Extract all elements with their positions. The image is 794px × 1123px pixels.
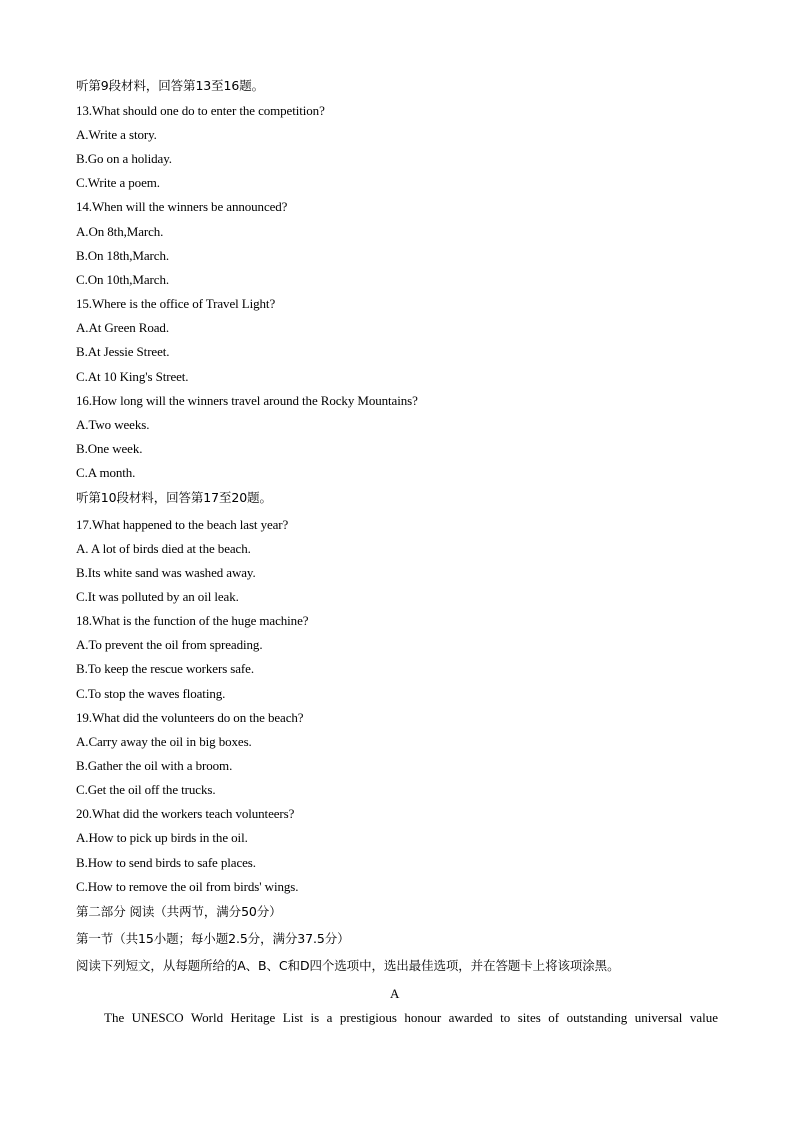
instruction-material-9: 听第9段材料，回答第13至16题。 [76, 78, 265, 93]
option-13a: A.Write a story. [76, 127, 157, 142]
option-14c: C.On 10th,March. [76, 272, 169, 287]
option-20b: B.How to send birds to safe places. [76, 855, 256, 870]
part-two-heading: 第二部分 阅读（共两节，满分50分） [76, 904, 282, 919]
option-13c: C.Write a poem. [76, 175, 160, 190]
question-19: 19.What did the volunteers do on the beach? [76, 710, 304, 725]
instruction-material-10: 听第10段材料，回答第17至20题。 [76, 490, 272, 505]
passage-label: A [390, 986, 400, 1001]
option-15a: A.At Green Road. [76, 320, 169, 335]
question-13: 13.What should one do to enter the competition? [76, 103, 325, 118]
option-14b: B.On 18th,March. [76, 248, 169, 263]
option-16a: A.Two weeks. [76, 417, 150, 432]
question-20: 20.What did the workers teach volunteers? [76, 806, 295, 821]
question-14: 14.When will the winners be announced? [76, 199, 288, 214]
option-15c: C.At 10 King's Street. [76, 369, 189, 384]
option-20c: C.How to remove the oil from birds' wings. [76, 879, 299, 894]
option-17c: C.It was polluted by an oil leak. [76, 589, 239, 604]
option-18a: A.To prevent the oil from spreading. [76, 637, 263, 652]
question-18: 18.What is the function of the huge machine? [76, 613, 309, 628]
passage-paragraph: The UNESCO World Heritage List is a prestigious honour awarded to sites of outstanding universal value [104, 1010, 718, 1025]
option-19a: A.Carry away the oil in big boxes. [76, 734, 252, 749]
option-19c: C.Get the oil off the trucks. [76, 782, 216, 797]
option-18b: B.To keep the rescue workers safe. [76, 661, 254, 676]
option-14a: A.On 8th,March. [76, 224, 164, 239]
option-17a: A. A lot of birds died at the beach. [76, 541, 251, 556]
option-18c: C.To stop the waves floating. [76, 686, 226, 701]
option-19b: B.Gather the oil with a broom. [76, 758, 233, 773]
question-17: 17.What happened to the beach last year? [76, 517, 289, 532]
option-17b: B.Its white sand was washed away. [76, 565, 256, 580]
reading-instructions: 阅读下列短文，从每题所给的A、B、C和D四个选项中，选出最佳选项，并在答题卡上将该项涂黑。 [76, 958, 620, 973]
option-20a: A.How to pick up birds in the oil. [76, 830, 248, 845]
option-15b: B.At Jessie Street. [76, 344, 170, 359]
option-13b: B.Go on a holiday. [76, 151, 172, 166]
option-16c: C.A month. [76, 465, 136, 480]
question-15: 15.Where is the office of Travel Light? [76, 296, 276, 311]
question-16: 16.How long will the winners travel around the Rocky Mountains? [76, 393, 418, 408]
option-16b: B.One week. [76, 441, 143, 456]
section-one-heading: 第一节（共15小题；每小题2.5分，满分37.5分） [76, 931, 350, 946]
